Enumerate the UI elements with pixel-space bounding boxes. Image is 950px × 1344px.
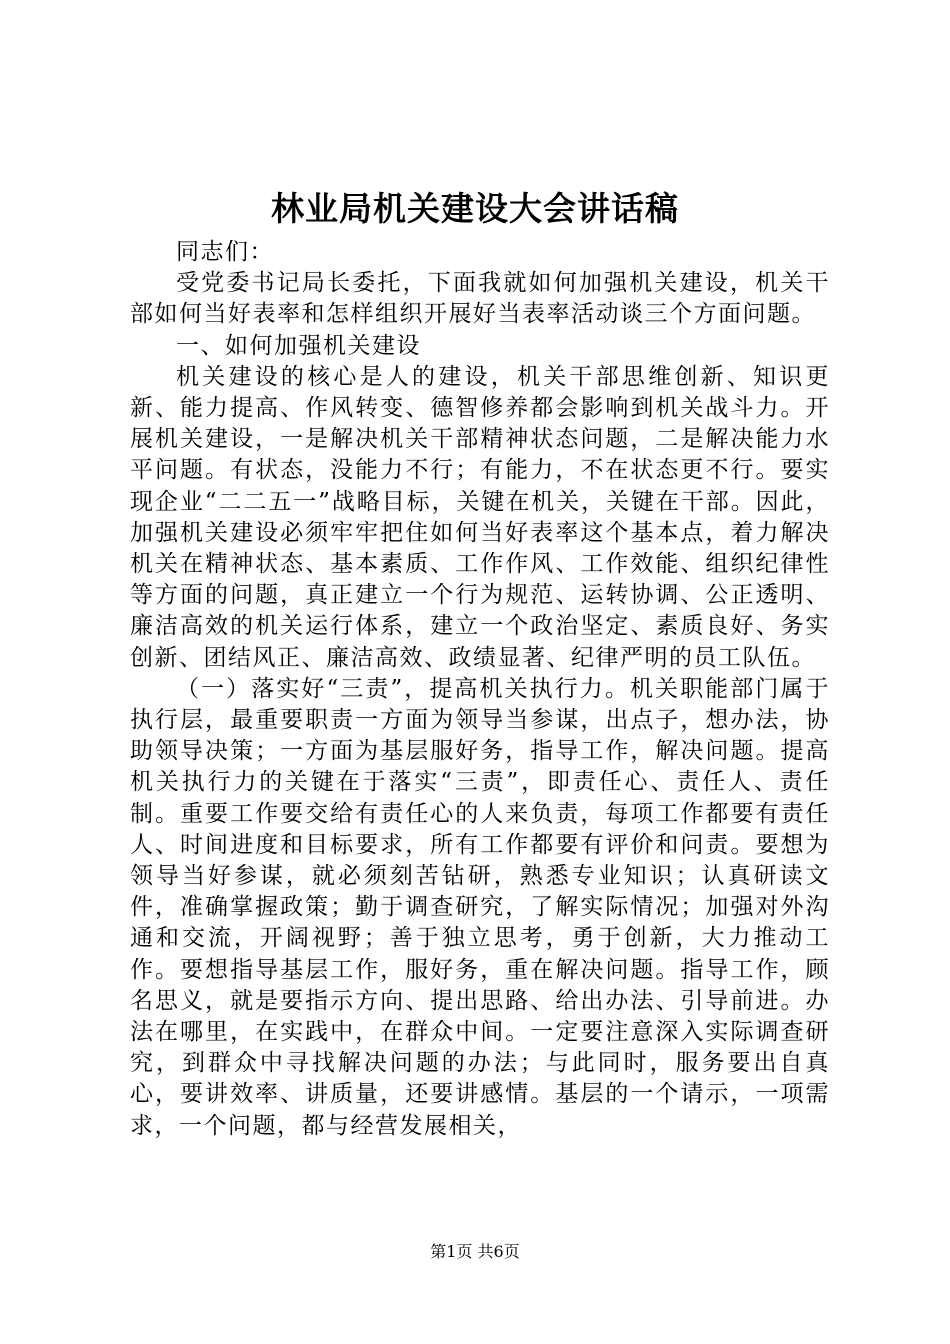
paragraph: 机关建设的核心是人的建设，机关干部思维创新、知识更新、能力提高、作风转变、德智修养都会影响到机关战斗力。开展机关建设，一是解决机关干部精神状态问题，二是解决能力水平问题。有状态，没能力不行；有能力，不在状态更不行。要实现企业“二二五一”战略目标，关键在机关，关键在干部。因此，加强机关建设必须牢牢把住如何当好表率这个基本点，着力解决机关在精神状态、基本素质、工作作风、工作效能、组织纪律性等方面的问题，真正建立一个行为规范、运转协调、公正透明、廉洁高效的机关运行体系，建立一个政治坚定、素质良好、务实创新、团结风正、廉洁高效、政绩显著、纪律严明的员工队伍。	[130, 363, 830, 671]
section-heading: 一、如何加强机关建设	[176, 332, 421, 359]
paragraph: 受党委书记局长委托，下面我就如何加强机关建设，机关干部如何当好表率和怎样组织开展好当表率活动谈三个方面问题。	[130, 270, 830, 328]
document-title: 林业局机关建设大会讲话稿	[271, 189, 679, 228]
paragraph: （一）落实好“三责”，提高机关执行力。机关职能部门属于执行层，最重要职责一方面为领导当参谋，出点子，想办法，协助领导决策；一方面为基层服好务，指导工作，解决问题。提高机关执行力的关键在于落实“三责”，即责任心、责任人、责任制。重要工作要交给有责任心的人来负责，每项工作都要有责任人、时间进度和目标要求，所有工作都要有评价和问责。要想为领导当好参谋，就必须刻苦钻研，熟悉专业知识；认真研读文件，准确掌握政策；勤于调查研究，了解实际情况；加强对外沟通和交流，开阔视野；善于独立思考，勇于创新，大力推动工作。要想指导基层工作，服好务，重在解决问题。指导工作，顾名思义，就是要指示方向、提出思路、给出办法、引导前进。办法在哪里，在实践中，在群众中间。一定要注意深入实际调查研究，到群众中寻找解决问题的办法；与此同时，服务要出自真心，要讲效率、讲质量，还要讲感情。基层的一个请示，一项需求，一个问题，都与经营发展相关，	[130, 675, 830, 1139]
salutation: 同志们：	[176, 239, 274, 265]
page-footer: 第1页 共6页	[430, 1242, 520, 1261]
document-body	[130, 237, 830, 1142]
